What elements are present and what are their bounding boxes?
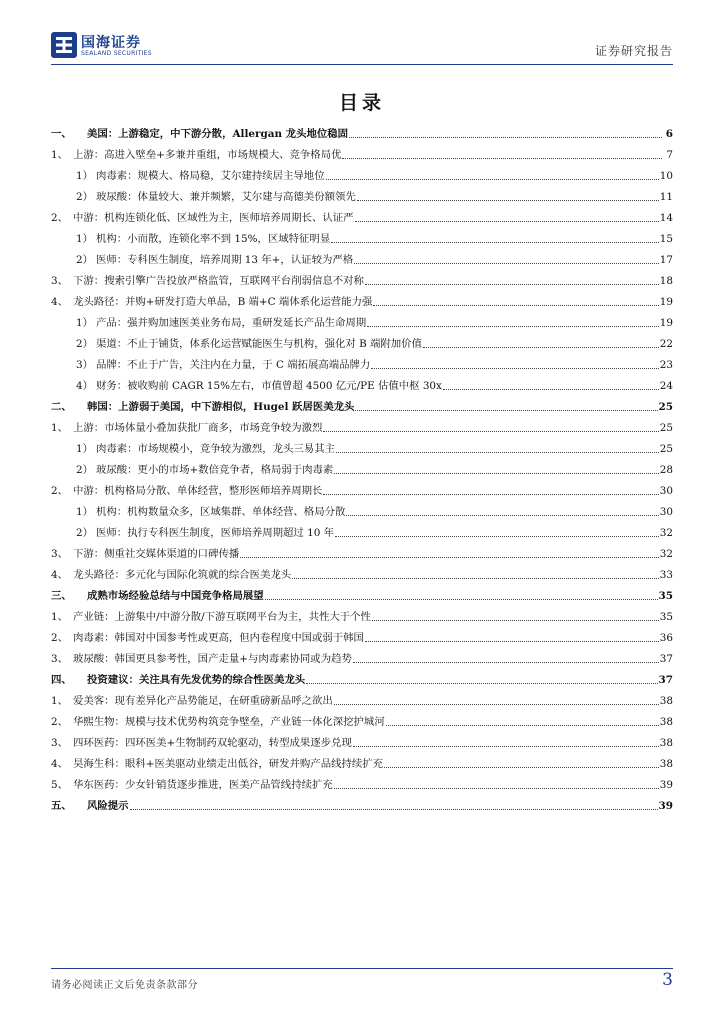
toc-dot-leader xyxy=(373,304,658,306)
logo-english-name: SEALAND SECURITIES xyxy=(81,50,152,57)
toc-entry-title: 韩国：上游弱于美国，中下游相似，Hugel 跃居医美龙头 xyxy=(87,401,355,413)
toc-entry-page: 33 xyxy=(659,569,673,581)
toc-dot-leader xyxy=(334,787,659,789)
toc-entry-number: 4、 xyxy=(51,758,69,770)
toc-dot-leader xyxy=(334,472,658,474)
toc-entry-page: 35 xyxy=(659,611,673,623)
toc-dot-leader xyxy=(130,808,658,810)
toc-entry-number: 5、 xyxy=(51,779,69,791)
toc-dot-leader xyxy=(354,262,659,264)
toc-entry-title: 肉毒素：规模大、格局稳，艾尔建持续居主导地位 xyxy=(96,170,325,182)
toc-entry-page: 28 xyxy=(659,464,673,476)
toc-entry[interactable] xyxy=(51,162,673,183)
toc-entry[interactable] xyxy=(51,225,673,246)
toc-entry-title: 龙头路径：多元化与国际化筑就的综合医美龙头 xyxy=(73,569,292,581)
toc-dot-leader xyxy=(372,619,659,621)
toc-dot-leader xyxy=(240,556,659,558)
toc-dot-leader xyxy=(306,682,657,684)
toc-entry[interactable] xyxy=(51,498,673,519)
toc-entry-page: 39 xyxy=(659,779,673,791)
toc-entry-number: 4、 xyxy=(51,296,69,308)
toc-entry-title: 玻尿酸：更小的市场+数倍竞争者，格局弱于肉毒素 xyxy=(96,464,334,476)
header-divider xyxy=(51,64,673,65)
toc-entry[interactable] xyxy=(51,771,673,792)
toc-entry-title: 中游：机构连锁化低、区域性为主，医师培养周期长、认证严 xyxy=(73,212,354,224)
toc-entry-title: 机构：小而散，连锁化率不到 15%，区域特征明显 xyxy=(96,233,331,245)
toc-entry-number: 1） xyxy=(76,506,94,518)
toc-entry-number: 1） xyxy=(76,317,94,329)
toc-entry-number: 1、 xyxy=(51,422,69,434)
toc-dot-leader xyxy=(323,430,658,432)
toc-entry-number: 2） xyxy=(76,254,94,266)
toc-entry-title: 肉毒素：韩国对中国参考性或更高，但内卷程度中国或弱于韩国 xyxy=(73,632,364,644)
page-title: 目录 xyxy=(338,92,385,114)
toc-entry-number: 4） xyxy=(76,380,94,392)
toc-entry-page: 30 xyxy=(659,506,673,518)
toc-entry-title: 渠道：不止于铺货，体系化运营赋能医生与机构，强化对 B 端附加价值 xyxy=(96,338,422,350)
toc-entry-number: 1） xyxy=(76,233,94,245)
sealand-logo-icon xyxy=(51,32,77,58)
toc-dot-leader xyxy=(342,157,662,159)
toc-entry-number: 2） xyxy=(76,338,94,350)
toc-entry-title: 上游：市场体量小叠加获批厂商多，市场竞争较为激烈 xyxy=(73,422,323,434)
toc-entry-title: 玻尿酸：体量较大、兼并频繁，艾尔建与高德美份额领先 xyxy=(96,191,356,203)
toc-dot-leader xyxy=(326,178,659,180)
toc-entry[interactable] xyxy=(51,351,673,372)
toc-entry[interactable] xyxy=(51,477,673,498)
toc-dot-leader xyxy=(335,535,659,537)
toc-entry[interactable] xyxy=(51,582,673,603)
toc-entry[interactable] xyxy=(51,393,673,414)
toc-entry-page: 19 xyxy=(659,317,673,329)
toc-entry-page: 30 xyxy=(659,485,673,497)
toc-entry-page: 11 xyxy=(659,191,673,203)
toc-entry-page: 37 xyxy=(658,674,673,686)
toc-entry-number: 4、 xyxy=(51,569,69,581)
toc-entry-number: 2） xyxy=(76,527,94,539)
toc-entry-page: 38 xyxy=(659,716,673,728)
toc-entry-number: 2） xyxy=(76,191,94,203)
toc-entry-number: 3、 xyxy=(51,548,69,560)
toc-entry-title: 机构：机构数量众多，区域集群、单体经营、格局分散 xyxy=(96,506,346,518)
toc-entry-title: 华熙生物：规模与技术优势构筑竞争壁垒，产业链一体化深挖护城河 xyxy=(73,716,385,728)
toc-entry-number: 五、 xyxy=(51,800,72,812)
toc-dot-leader xyxy=(323,493,658,495)
toc-entry-page: 35 xyxy=(658,590,673,602)
toc-dot-leader xyxy=(386,724,659,726)
toc-dot-leader xyxy=(292,577,659,579)
toc-entry-number: 1） xyxy=(76,443,94,455)
toc-entry-title: 产品：强并购加速医美业务布局，重研发延长产品生命周期 xyxy=(96,317,367,329)
toc-entry[interactable] xyxy=(51,372,673,393)
toc-entry-number: 1、 xyxy=(51,149,69,161)
toc-entry-page: 32 xyxy=(659,527,673,539)
toc-entry[interactable] xyxy=(51,183,673,204)
toc-entry-page: 37 xyxy=(659,653,673,665)
toc-entry-page: 24 xyxy=(659,380,673,392)
toc-entry[interactable] xyxy=(51,141,673,162)
toc-entry-page: 17 xyxy=(659,254,673,266)
toc-entry-number: 1） xyxy=(76,170,94,182)
toc-entry-page: 23 xyxy=(659,359,673,371)
toc-entry[interactable] xyxy=(51,603,673,624)
toc-dot-leader xyxy=(355,220,659,222)
page-number: 3 xyxy=(662,970,673,990)
toc-entry-number: 四、 xyxy=(51,674,72,686)
toc-entry-page: 22 xyxy=(659,338,673,350)
toc-entry[interactable] xyxy=(51,687,673,708)
toc-entry-number: 3、 xyxy=(51,275,69,287)
toc-entry-number: 3、 xyxy=(51,653,69,665)
toc-entry[interactable] xyxy=(51,246,673,267)
toc-entry[interactable] xyxy=(51,645,673,666)
report-type-label: 证券研究报告 xyxy=(594,44,673,58)
toc-entry[interactable] xyxy=(51,624,673,645)
toc-entry-number: 三、 xyxy=(51,590,72,602)
toc-entry[interactable] xyxy=(51,729,673,750)
toc-entry-page: 25 xyxy=(659,422,673,434)
toc-entry-page: 10 xyxy=(659,170,673,182)
toc-entry-title: 昊海生科：眼科+医美驱动业绩走出低谷，研发并购产品线持续扩充 xyxy=(73,758,384,770)
toc-dot-leader xyxy=(443,388,659,390)
toc-dot-leader xyxy=(353,745,659,747)
toc-entry[interactable] xyxy=(51,750,673,771)
toc-entry[interactable] xyxy=(51,708,673,729)
toc-entry-title: 玻尿酸：韩国更具参考性，国产走量+与肉毒素协同或为趋势 xyxy=(73,653,352,665)
toc-dot-leader xyxy=(423,346,659,348)
toc-entry-title: 肉毒素：市场规模小，竞争较为激烈，龙头三易其主 xyxy=(96,443,335,455)
toc-dot-leader xyxy=(346,514,658,516)
toc-entry-title: 投资建议：关注具有先发优势的综合性医美龙头 xyxy=(87,674,306,686)
toc-entry-page: 25 xyxy=(659,443,673,455)
toc-dot-leader xyxy=(357,199,659,201)
toc-entry-page: 7 xyxy=(666,149,673,161)
toc-entry-title: 华东医药：少女针销货逐步推进，医美产品管线持续扩充 xyxy=(73,779,333,791)
toc-entry-title: 龙头路径：并购+研发打造大单品，B 端+C 端体系化运营能力强 xyxy=(73,296,373,308)
toc-entry-number: 一、 xyxy=(51,128,72,140)
toc-dot-leader xyxy=(265,598,658,600)
toc-entry-number: 2、 xyxy=(51,716,69,728)
toc-dot-leader xyxy=(355,409,657,411)
company-logo xyxy=(51,32,191,62)
disclaimer-note: 请务必阅读正文后免责条款部分 xyxy=(51,980,198,991)
toc-entry-page: 38 xyxy=(659,695,673,707)
toc-entry-page: 36 xyxy=(659,632,673,644)
toc-entry-page: 18 xyxy=(659,275,673,287)
toc-dot-leader xyxy=(367,325,659,327)
toc-dot-leader xyxy=(353,661,659,663)
toc-entry-page: 6 xyxy=(665,128,673,140)
toc-entry-title: 下游：侧重社交媒体渠道的口碑传播 xyxy=(73,548,240,560)
toc-entry-title: 四环医药：四环医美+生物制药双轮驱动，转型成果逐步兑现 xyxy=(73,737,352,749)
toc-entry-page: 38 xyxy=(659,758,673,770)
toc-dot-leader xyxy=(365,640,659,642)
toc-entry[interactable] xyxy=(51,267,673,288)
footer-divider xyxy=(51,968,673,969)
toc-dot-leader xyxy=(336,451,659,453)
toc-entry-page: 14 xyxy=(659,212,673,224)
toc-entry-number: 1、 xyxy=(51,611,69,623)
toc-entry-page: 25 xyxy=(658,401,673,413)
page-header xyxy=(51,30,673,64)
table-of-contents xyxy=(51,120,673,813)
toc-entry-number: 3、 xyxy=(51,737,69,749)
logo-chinese-name: 国海证券 xyxy=(81,35,141,51)
toc-entry[interactable] xyxy=(51,561,673,582)
toc-entry-number: 2、 xyxy=(51,632,69,644)
toc-entry[interactable] xyxy=(51,792,673,813)
toc-dot-leader xyxy=(349,136,662,138)
toc-dot-leader xyxy=(334,703,659,705)
toc-entry-number: 2、 xyxy=(51,485,69,497)
toc-entry-page: 15 xyxy=(659,233,673,245)
toc-entry-title: 产业链：上游集中/中游分散/下游互联网平台为主，共性大于个性 xyxy=(73,611,371,623)
toc-entry[interactable] xyxy=(51,120,673,141)
toc-entry[interactable] xyxy=(51,330,673,351)
toc-entry-title: 品牌：不止于广告，关注内在力量，于 C 端拓展高端品牌力 xyxy=(96,359,371,371)
toc-entry-title: 中游：机构格局分散、单体经营，整形医师培养周期长 xyxy=(73,485,323,497)
toc-entry-title: 成熟市场经验总结与中国竞争格局展望 xyxy=(87,590,264,602)
toc-entry-page: 38 xyxy=(659,737,673,749)
toc-entry[interactable] xyxy=(51,288,673,309)
toc-entry-number: 1、 xyxy=(51,695,69,707)
toc-entry[interactable] xyxy=(51,519,673,540)
toc-dot-leader xyxy=(365,283,659,285)
toc-entry-number: 2、 xyxy=(51,212,69,224)
toc-dot-leader xyxy=(331,241,659,243)
toc-entry-page: 19 xyxy=(659,296,673,308)
toc-dot-leader xyxy=(371,367,658,369)
toc-entry-title: 医师：执行专科医生制度，医师培养周期超过 10 年 xyxy=(96,527,335,539)
toc-entry[interactable] xyxy=(51,309,673,330)
toc-entry[interactable] xyxy=(51,666,673,687)
toc-entry[interactable] xyxy=(51,414,673,435)
toc-entry-title: 爱美客：现有差异化产品势能足，在研重磅新品呼之欲出 xyxy=(73,695,333,707)
toc-entry[interactable] xyxy=(51,204,673,225)
toc-entry-title: 下游：搜索引擎广告投放严格监管，互联网平台削弱信息不对称 xyxy=(73,275,364,287)
toc-entry[interactable] xyxy=(51,456,673,477)
toc-entry[interactable] xyxy=(51,435,673,456)
toc-entry-page: 39 xyxy=(658,800,673,812)
toc-dot-leader xyxy=(384,766,659,768)
toc-entry-number: 二、 xyxy=(51,401,72,413)
toc-entry-title: 医师：专科医生制度，培养周期 13 年+，认证较为严格 xyxy=(96,254,354,266)
toc-entry-title: 财务：被收购前 CAGR 15%左右，市值曾超 4500 亿元/PE 估值中枢 30x xyxy=(96,380,442,392)
toc-entry-title: 上游：高进入壁垒+多兼并重组，市场规模大、竞争格局优 xyxy=(73,149,342,161)
toc-entry[interactable] xyxy=(51,540,673,561)
toc-entry-number: 2） xyxy=(76,464,94,476)
toc-entry-number: 3） xyxy=(76,359,94,371)
toc-entry-title: 美国：上游稳定，中下游分散，Allergan 龙头地位稳固 xyxy=(87,128,349,140)
toc-entry-title: 风险提示 xyxy=(87,800,129,812)
toc-entry-page: 32 xyxy=(659,548,673,560)
